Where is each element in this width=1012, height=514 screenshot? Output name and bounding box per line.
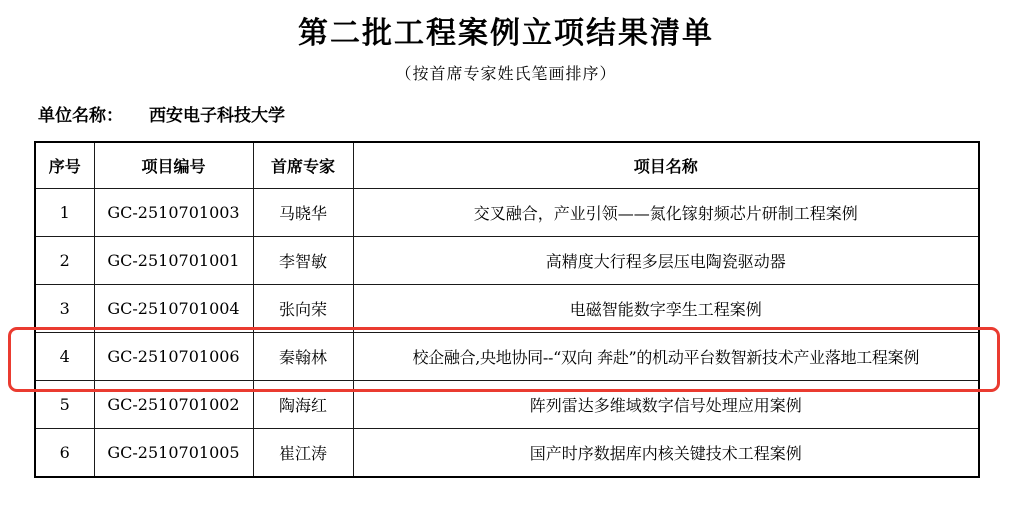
page-title: 第二批工程案例立项结果清单: [298, 16, 714, 51]
table-row: [35, 285, 979, 333]
cell-project-name: 高精度大行程多层压电陶瓷驱动器: [353, 237, 979, 285]
table-row: [35, 189, 979, 237]
results-table: [34, 141, 980, 478]
cell-no: 3: [35, 285, 94, 333]
header-code: 项目编号: [94, 142, 253, 189]
cell-code: GC-2510701006: [94, 333, 253, 381]
cell-project-name: 国产时序数据库内核关键技术工程案例: [353, 429, 979, 478]
cell-project-name: 电磁智能数字孪生工程案例: [353, 285, 979, 333]
header-expert: 首席专家: [253, 142, 353, 189]
cell-expert: 李智敏: [253, 237, 353, 285]
cell-no: 4: [35, 333, 94, 381]
page-subtitle: （按首席专家姓氏笔画排序）: [395, 64, 617, 83]
table-row: [35, 381, 979, 429]
cell-project-name: 校企融合,央地协同--“双向 奔赴”的机动平台数智新技术产业落地工程案例: [353, 333, 979, 381]
cell-expert: 马晓华: [253, 189, 353, 237]
cell-project-name: 交叉融合，产业引领——氮化镓射频芯片研制工程案例: [353, 189, 979, 237]
cell-code: GC-2510701004: [94, 285, 253, 333]
cell-no: 6: [35, 429, 94, 478]
cell-expert: 陶海红: [253, 381, 353, 429]
cell-expert: 张向荣: [253, 285, 353, 333]
unit-name-value: 西安电子科技大学: [149, 106, 285, 126]
cell-expert: 秦翰林: [253, 333, 353, 381]
table-row: [35, 237, 979, 285]
unit-name-label: 单位名称：: [38, 106, 123, 126]
table-row-highlighted: [35, 333, 979, 381]
table-row: [35, 429, 979, 478]
cell-code: GC-2510701002: [94, 381, 253, 429]
cell-expert: 崔江涛: [253, 429, 353, 478]
cell-no: 5: [35, 381, 94, 429]
cell-no: 2: [35, 237, 94, 285]
header-no: 序号: [35, 142, 94, 189]
cell-code: GC-2510701005: [94, 429, 253, 478]
header-name: 项目名称: [353, 142, 979, 189]
cell-project-name: 阵列雷达多维域数字信号处理应用案例: [353, 381, 979, 429]
unit-name-line: [38, 101, 285, 126]
cell-code: GC-2510701003: [94, 189, 253, 237]
table-header-row: [35, 142, 979, 189]
cell-code: GC-2510701001: [94, 237, 253, 285]
cell-no: 1: [35, 189, 94, 237]
